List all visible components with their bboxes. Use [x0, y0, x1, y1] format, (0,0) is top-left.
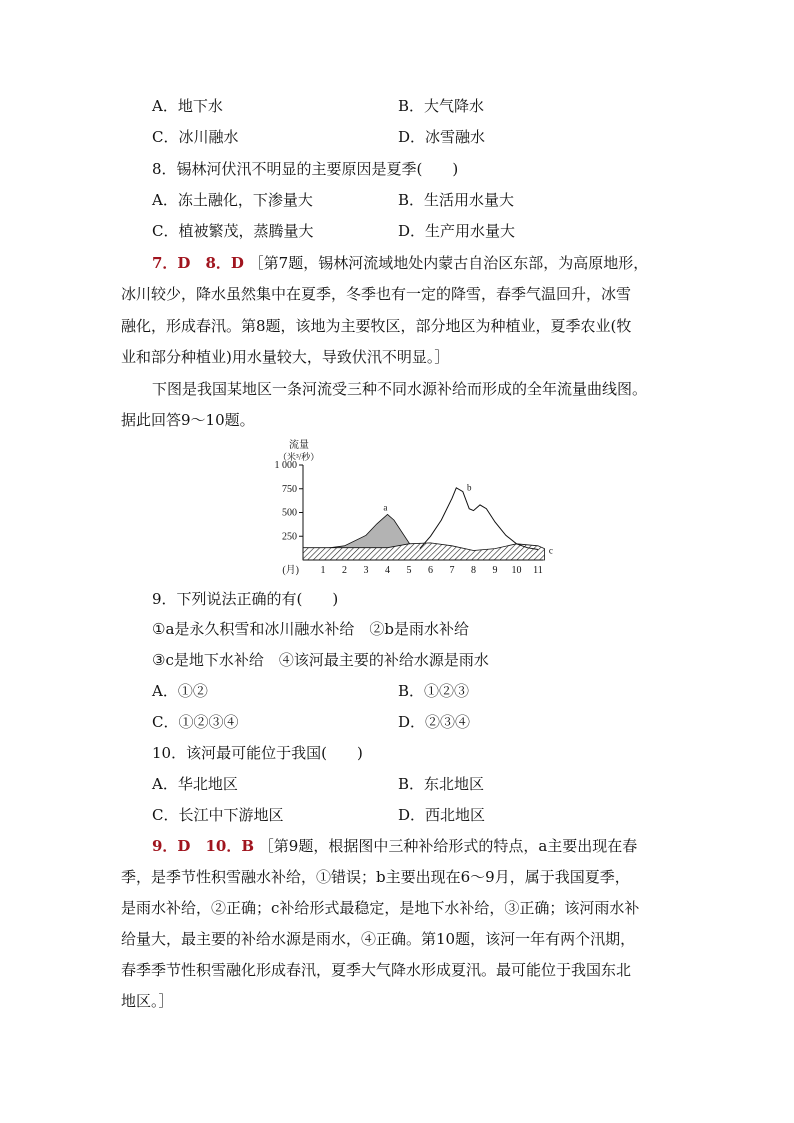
q9-stem: 9．下列说法正确的有( ): [152, 590, 339, 608]
x-tick-label: 8: [471, 565, 476, 576]
q8-option-a: A．冻土融化，下渗量大: [152, 191, 313, 209]
series-c-label: c: [548, 545, 553, 556]
q9-option-c: C．①②③④: [152, 713, 239, 731]
x-tick-label: 3: [363, 565, 369, 576]
y-tick-label: 250: [282, 531, 297, 543]
x-tick-label: 2: [342, 565, 347, 576]
series-a-label: a: [383, 502, 388, 513]
x-tick-label: 9: [492, 565, 498, 576]
answer-7-8-line1: [152, 253, 648, 273]
answer-9-10-line3: 是雨水补给，②正确；c补给形式最稳定，是地下水补给，③正确；该河雨水补: [121, 899, 640, 917]
q8-option-d: D．生产用水量大: [398, 222, 516, 240]
q9-option-b: B．①②③: [398, 682, 470, 700]
answer-7-8-line4: 业和部分种植业)用水量较大，导致伏汛不明显。］: [121, 348, 450, 366]
answer-9-10-line6: 地区。］: [121, 992, 174, 1010]
q7-option-a: A．地下水: [152, 97, 223, 115]
answer-9-10-line1: [152, 836, 637, 856]
y-axis-label-line1: 流量: [289, 440, 309, 451]
q8-option-b: B．生活用水量大: [398, 191, 515, 209]
q10-option-d: D．西北地区: [398, 806, 486, 824]
answer-9-10-key: 9．D 10．B: [152, 837, 254, 855]
q9-statement-1: ①a是永久积雪和冰川融水补给 ②b是雨水补给: [152, 620, 469, 638]
answer-7-8-line3: 融化，形成春汛。第8题，该地为主要牧区，部分地区为种植业，夏季农业(牧: [121, 317, 632, 335]
x-tick-label: 4: [385, 565, 390, 576]
y-tick-label: 1 000: [274, 460, 297, 471]
x-tick-label: 10: [511, 565, 522, 576]
y-axis-label-line2: （米³/秒）: [278, 452, 320, 462]
series-b-line: [420, 488, 538, 550]
series-b-label: b: [466, 482, 472, 493]
answer-9-10-line2: 季，是季节性积雪融水补给，①错误；b主要出现在6～9月，属于我国夏季，: [121, 868, 630, 886]
q8-option-c: C．植被繁茂，蒸腾量大: [152, 222, 314, 240]
x-tick-label: 7: [449, 565, 455, 576]
q10-stem: 10．该河最可能位于我国( ): [152, 744, 363, 762]
y-tick-label: 750: [282, 483, 297, 495]
y-tick-label: 500: [282, 507, 297, 519]
answer-9-10-line4: 给量大，最主要的补给水源是雨水，④正确。第10题，该河一年有两个汛期，: [121, 930, 636, 948]
intro-line2: 据此回答9～10题。: [121, 411, 255, 429]
q9-option-a: A．①②: [152, 682, 208, 700]
x-tick-label: 11: [533, 565, 543, 576]
q10-option-b: B．东北地区: [398, 775, 485, 793]
x-tick-label: 5: [406, 565, 412, 576]
q7-option-c: C．冰川融水: [152, 128, 239, 146]
answer-7-8-key: 7．D 8．D: [152, 254, 244, 272]
q8-stem: 8．锡林河伏汛不明显的主要原因是夏季( ): [152, 160, 459, 178]
x-tick-label: 1: [320, 565, 326, 576]
x-axis-prefix: (月): [282, 565, 299, 576]
answer-7-8-text1: ［第7题，锡林河流域地处内蒙古自治区东部，为高原地形，: [248, 254, 649, 272]
series-c-area: [303, 543, 545, 560]
answer-9-10-text1: ［第9题，根据图中三种补给形式的特点，a主要出现在春: [258, 837, 638, 855]
q10-option-c: C．长江中下游地区: [152, 806, 284, 824]
q10-option-a: A．华北地区: [152, 775, 238, 793]
river-flow-chart: [268, 435, 558, 580]
answer-9-10-line5: 春季季节性积雪融化形成春汛，夏季大气降水形成夏汛。最可能位于我国东北: [121, 961, 632, 979]
x-tick-label: 6: [428, 565, 433, 576]
intro-line1: 下图是我国某地区一条河流受三种不同水源补给而形成的全年流量曲线图。: [152, 380, 648, 398]
q9-option-d: D．②③④: [398, 713, 471, 731]
q9-statement-2: ③c是地下水补给 ④该河最主要的补给水源是雨水: [152, 651, 489, 669]
q7-option-b: B．大气降水: [398, 97, 485, 115]
q7-option-d: D．冰雪融水: [398, 128, 486, 146]
answer-7-8-line2: 冰川较少，降水虽然集中在夏季，冬季也有一定的降雪，春季气温回升，冰雪: [121, 285, 632, 303]
